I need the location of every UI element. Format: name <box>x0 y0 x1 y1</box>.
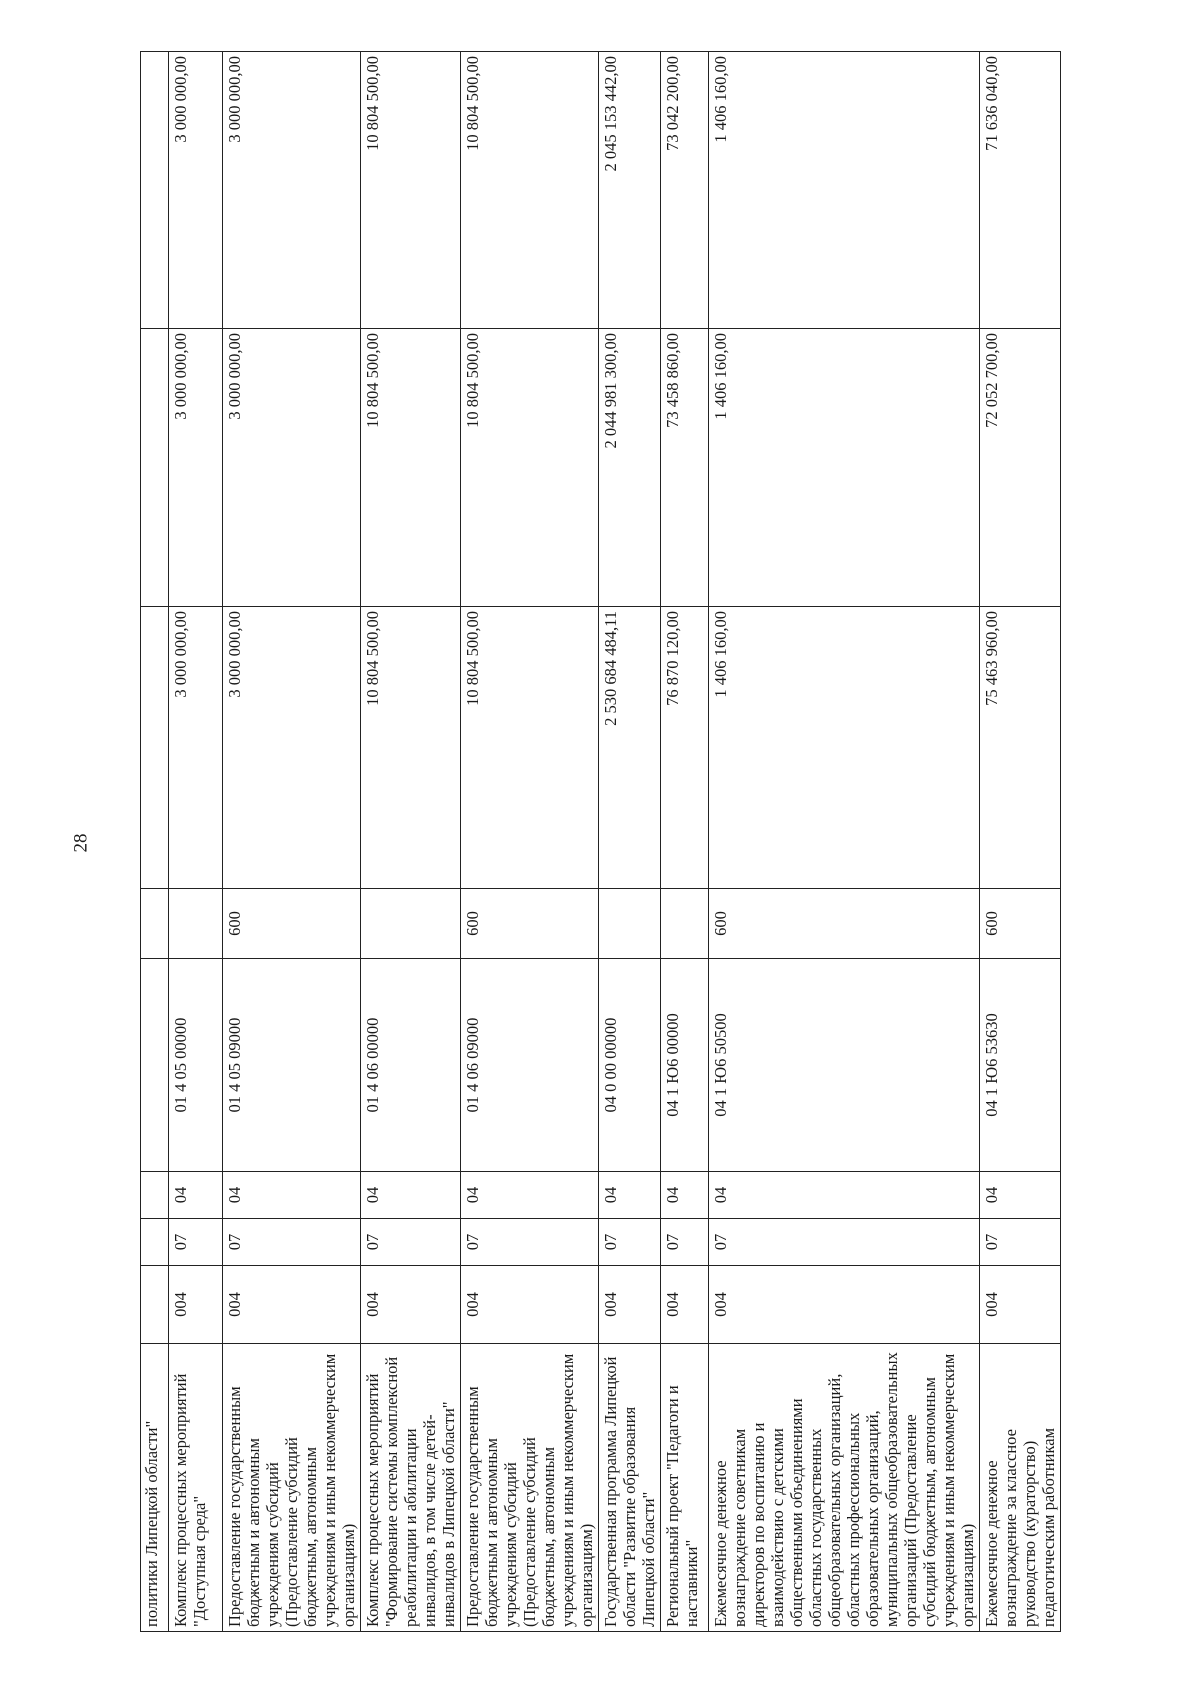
row-csr: 04 1 Ю6 53630 <box>980 959 1061 1172</box>
row-gr: 004 <box>661 1266 709 1344</box>
row-rz: 07 <box>361 1219 461 1266</box>
row-pr: 04 <box>169 1172 223 1219</box>
row-csr: 01 4 05 09000 <box>223 959 361 1172</box>
row-pr: 04 <box>361 1172 461 1219</box>
row-rz: 07 <box>661 1219 709 1266</box>
table-row <box>661 52 709 1632</box>
row-name: Комплекс процессных мероприятий "Доступная среда" <box>169 1344 223 1632</box>
row-year3: 3 000 000,00 <box>223 52 361 329</box>
row-rz: 07 <box>980 1219 1061 1266</box>
row-year3: 71 636 040,00 <box>980 52 1061 329</box>
row-vr <box>599 889 661 959</box>
row-year2: 3 000 000,00 <box>223 329 361 607</box>
row-csr: 01 4 06 09000 <box>461 959 599 1172</box>
row-year1: 3 000 000,00 <box>223 607 361 889</box>
row-year3: 3 000 000,00 <box>169 52 223 329</box>
row-year3: 10 804 500,00 <box>361 52 461 329</box>
row-csr: 01 4 06 00000 <box>361 959 461 1172</box>
row-pr: 04 <box>599 1172 661 1219</box>
row-vr: 600 <box>980 889 1061 959</box>
row-year2: 10 804 500,00 <box>461 329 599 607</box>
row-year3: 2 045 153 442,00 <box>599 52 661 329</box>
row-gr: 004 <box>461 1266 599 1344</box>
row-year2: 2 044 981 300,00 <box>599 329 661 607</box>
row-gr: 004 <box>980 1266 1061 1344</box>
row-pr: 04 <box>709 1172 980 1219</box>
table-row <box>169 52 223 1632</box>
row-year2: 1 406 160,00 <box>709 329 980 607</box>
row-year2: 3 000 000,00 <box>169 329 223 607</box>
row-name: Ежемесячное денежное вознаграждение советникам директоров по воспитанию и взаимодействию с детскими общественными объединениями областных государственных общеобразовательных организаций, областных профессиональных образовательных организаций, муниципальных общеобразовательных организаций (Предоставление субсидий бюджетным, автономным учреждениям и иным некоммерческим организациям) <box>709 1344 980 1632</box>
row-gr: 004 <box>599 1266 661 1344</box>
row-name: Региональный проект "Педагоги и наставники" <box>661 1344 709 1632</box>
row-year3: 1 406 160,00 <box>709 52 980 329</box>
row-rz: 07 <box>599 1219 661 1266</box>
row-year3: 10 804 500,00 <box>461 52 599 329</box>
table-row <box>461 52 599 1632</box>
row-csr: 01 4 05 00000 <box>169 959 223 1172</box>
table-row <box>599 52 661 1632</box>
row-gr: 004 <box>223 1266 361 1344</box>
row-rz: 07 <box>223 1219 361 1266</box>
table-row <box>709 52 980 1632</box>
row-pr: 04 <box>661 1172 709 1219</box>
row-csr: 04 1 Ю6 50500 <box>709 959 980 1172</box>
row-rz: 07 <box>169 1219 223 1266</box>
row-year1: 76 870 120,00 <box>661 607 709 889</box>
row-gr: 004 <box>169 1266 223 1344</box>
row-vr <box>661 889 709 959</box>
row-year1: 10 804 500,00 <box>461 607 599 889</box>
row-pr: 04 <box>461 1172 599 1219</box>
row-gr: 004 <box>709 1266 980 1344</box>
row-year1: 1 406 160,00 <box>709 607 980 889</box>
row-year1: 3 000 000,00 <box>169 607 223 889</box>
row-year1: 2 530 684 484,11 <box>599 607 661 889</box>
row-vr <box>141 889 169 959</box>
row-name: Государственная программа Липецкой области "Развитие образования Липецкой области" <box>599 1344 661 1632</box>
row-csr <box>141 959 169 1172</box>
row-name: Ежемесячное денежное вознаграждение за классное руководство (кураторство) педагогическим работникам <box>980 1344 1061 1632</box>
row-vr: 600 <box>223 889 361 959</box>
row-year1: 10 804 500,00 <box>361 607 461 889</box>
table-row <box>223 52 361 1632</box>
table-row <box>980 52 1061 1632</box>
row-pr: 04 <box>980 1172 1061 1219</box>
row-name: политики Липецкой области" <box>141 1344 169 1632</box>
row-year2 <box>141 329 169 607</box>
row-year3: 73 042 200,00 <box>661 52 709 329</box>
row-vr <box>361 889 461 959</box>
row-csr: 04 1 Ю6 00000 <box>661 959 709 1172</box>
row-year2: 73 458 860,00 <box>661 329 709 607</box>
row-year2: 10 804 500,00 <box>361 329 461 607</box>
page-number: 28 <box>70 833 92 853</box>
row-vr: 600 <box>709 889 980 959</box>
row-rz <box>141 1219 169 1266</box>
row-vr <box>169 889 223 959</box>
row-csr: 04 0 00 00000 <box>599 959 661 1172</box>
table-row <box>141 52 169 1632</box>
row-vr: 600 <box>461 889 599 959</box>
row-name: Предоставление государственным бюджетным и автономным учреждениям субсидий (Предоставление субсидий бюджетным, автономным учреждениям и иным некоммерческим организациям) <box>461 1344 599 1632</box>
row-year3 <box>141 52 169 329</box>
row-gr <box>141 1266 169 1344</box>
row-rz: 07 <box>461 1219 599 1266</box>
row-gr: 004 <box>361 1266 461 1344</box>
budget-table <box>140 51 1061 1632</box>
row-pr: 04 <box>223 1172 361 1219</box>
table-row <box>361 52 461 1632</box>
row-name: Предоставление государственным бюджетным и автономным учреждениям субсидий (Предоставление субсидий бюджетным, автономным учреждениям и иным некоммерческим организациям) <box>223 1344 361 1632</box>
row-year1: 75 463 960,00 <box>980 607 1061 889</box>
row-year1 <box>141 607 169 889</box>
row-year2: 72 052 700,00 <box>980 329 1061 607</box>
row-pr <box>141 1172 169 1219</box>
row-rz: 07 <box>709 1219 980 1266</box>
row-name: Комплекс процессных мероприятий "Формирование системы комплексной реабилитации и абилитации инвалидов, в том числе детей-инвалидов в Липецкой области" <box>361 1344 461 1632</box>
